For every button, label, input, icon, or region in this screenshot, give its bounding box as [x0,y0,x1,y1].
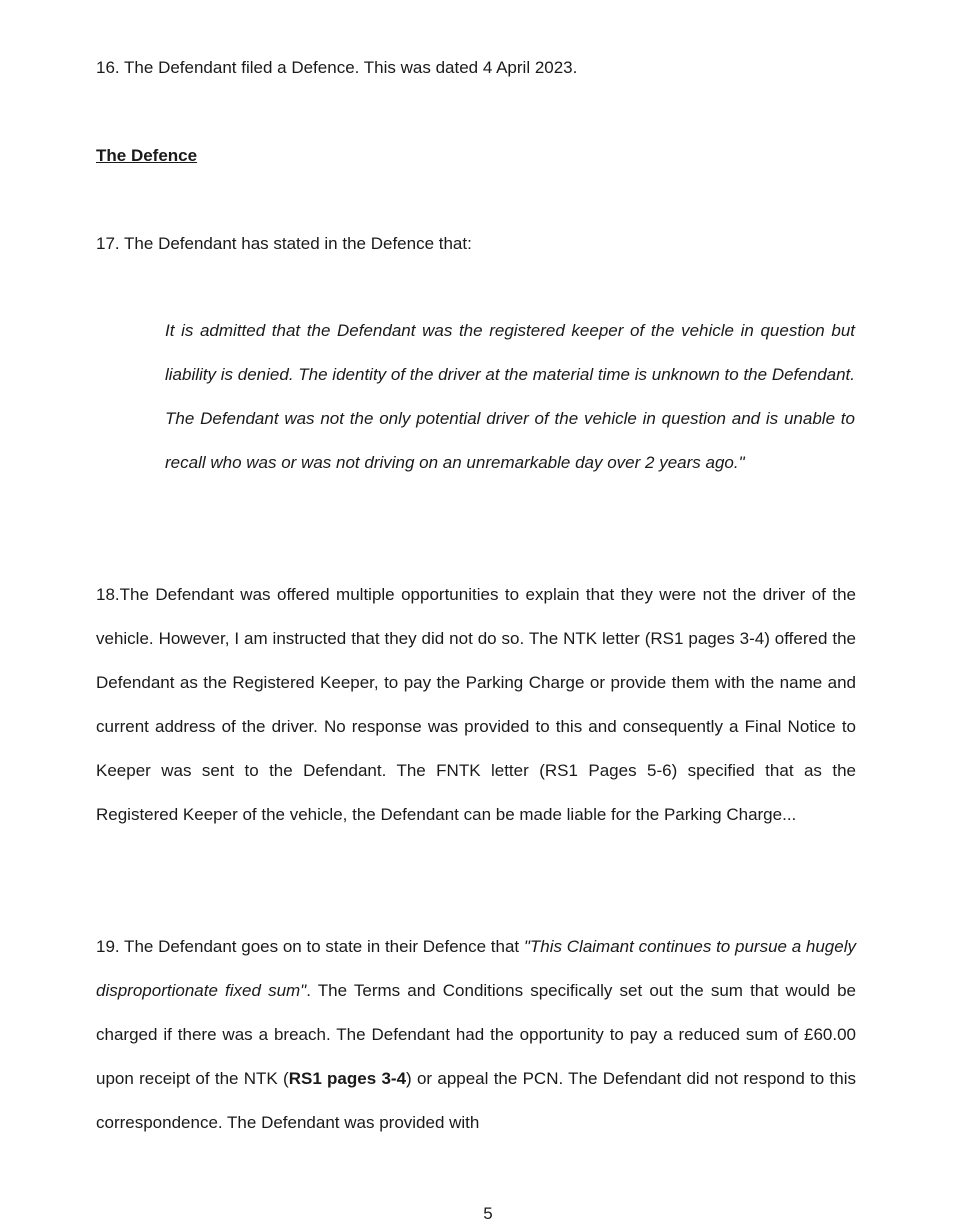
paragraph-19-middle: . The Terms and Conditions specifically set out the sum that would be charged if there was a breach. The Defendant had the opportunity to pay a reduced sum of £60.00 upon receipt of the NTK ( [96,981,856,1088]
paragraph-19-quoted: "This Claimant continues to pursue a hugely disproportionate fixed sum" [96,937,856,1000]
page-number: 5 [483,1204,493,1223]
defence-quote: It is admitted that the Defendant was the registered keeper of the vehicle in question but liability is denied. The identity of the driver at the material time is unknown to the Defendant. The Defendant was not the only potential driver of the vehicle in question and is unable to recall who was or was not driving on an unremarkable day over 2 years ago." [165,321,855,472]
paragraph-18: 18.The Defendant was offered multiple opportunities to explain that they were not the driver of the vehicle. However, I am instructed that they did not do so. The NTK letter (RS1 pages 3-4) offered the Defendant as the Registered Keeper, to pay the Parking Charge or provide them with the name and current address of the driver. No response was provided to this and consequently a Final Notice to Keeper was sent to the Defendant. The FNTK letter (RS1 Pages 5-6) specified that as the Registered Keeper of the vehicle, the Defendant can be made liable for the Parking Charge... [96,585,856,824]
paragraph-19-end: ) or appeal the PCN. The Defendant did not respond to this correspondence. The Defendant was provided with [96,1069,856,1132]
paragraph-17: 17. The Defendant has stated in the Defence that: [96,234,472,253]
paragraph-19 [96,925,856,1145]
section-heading: The Defence [96,146,198,165]
paragraph-19-reference: RS1 pages 3-4 [288,1069,407,1088]
paragraph-19-intro: 19. The Defendant goes on to state in their Defence that [96,937,524,956]
paragraph-16: 16. The Defendant filed a Defence. This was dated 4 April 2023. [96,58,578,77]
